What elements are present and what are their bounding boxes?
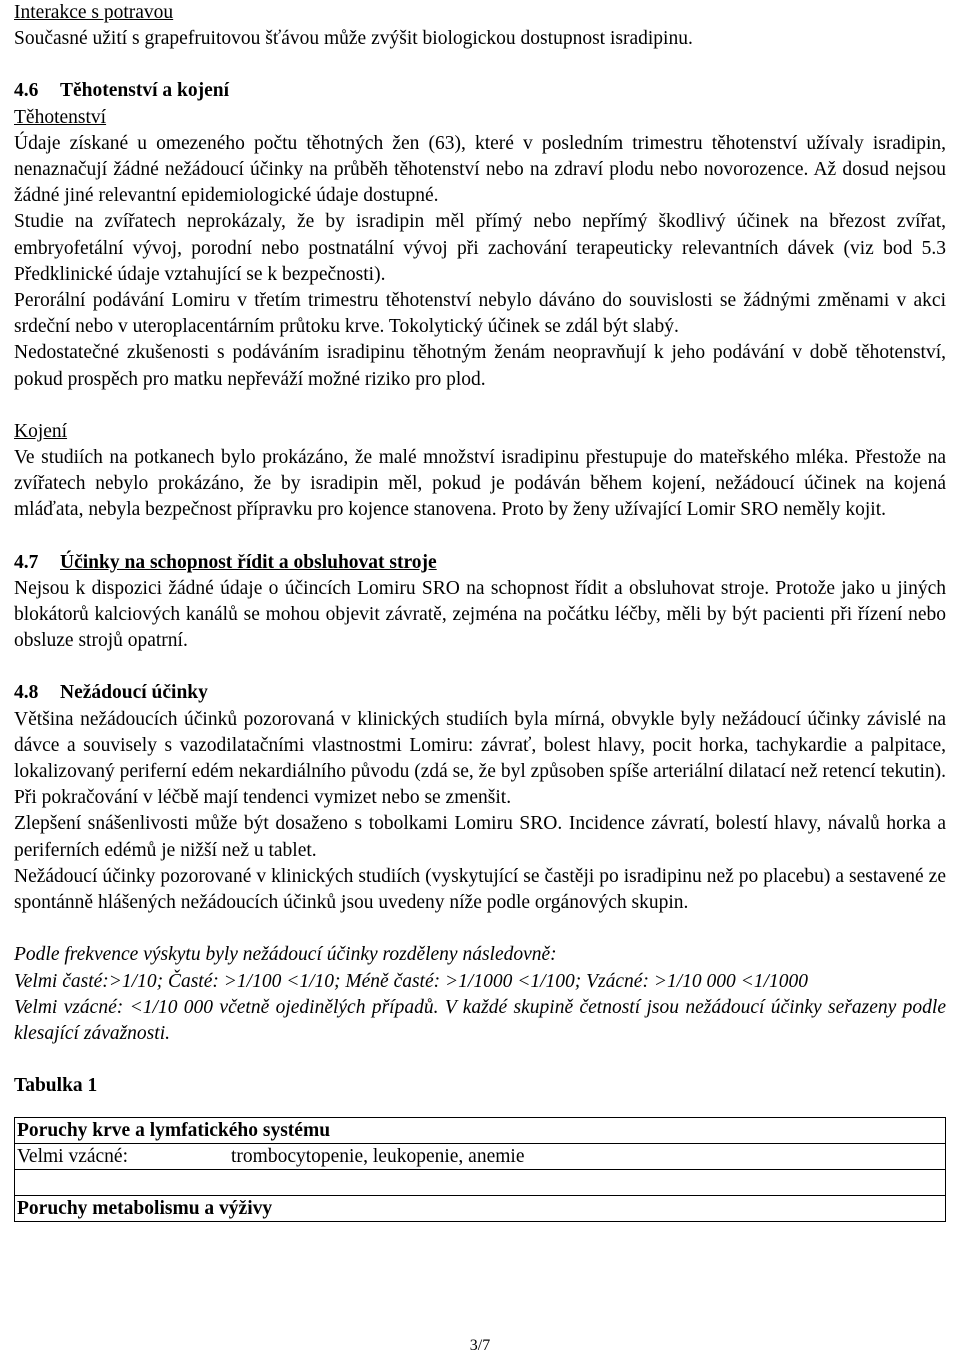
table-row: [15, 1170, 946, 1196]
pregnancy-paragraph-3: Perorální podávání Lomiru v třetím trimestru těhotenství nebylo dáváno do souvislosti se žádnými změnami v akci srdeční nebo v uteroplacentárním průtoku krve. Tokolytický účinek se zdál být slabý.: [14, 290, 946, 338]
frequency-definitions: Velmi časté:>1/10; Časté: >1/100 <1/10; Méně časté: >1/1000 <1/100; Vzácné: >1/10 000 <1/1000: [14, 970, 808, 992]
food-interaction-text: Současné užití s grapefruitovou šťávou může zvýšit biologickou dostupnost isradipinu.: [14, 28, 693, 50]
lactation-paragraph: Ve studiích na potkanech bylo prokázáno, že malé množství isradipinu přestupuje do mateřského mléka. Přestože na zvířatech nebylo prokázáno, že by isradipin měl, pokud je podáván během kojení, nežádoucí účinek na kojená mláďata, nebyla bezpečnost přípravku pro kojence stanovena. Proto by ženy užívající Lomir SRO neměly kojit.: [14, 447, 946, 521]
table-row: [15, 1196, 946, 1222]
lactation-subheading: Kojení: [14, 420, 68, 442]
effects-value: trombocytopenie, leukopenie, anemie: [231, 1146, 525, 1168]
section-4-8-heading: 4.8 Nežádoucí účinky: [14, 682, 208, 704]
pregnancy-paragraph-2: Studie na zvířatech neprokázaly, že by isradipin měl přímý nebo nepřímý škodlivý účinek na březost zvířat, embryofetální vývoj, porodní nebo postnatální vývoj při zachování terapeuticky relevantních dávek (viz bod 5.3 Předklinické údaje vztahující se k bezpečnosti).: [14, 211, 946, 285]
pregnancy-subheading: Těhotenství: [14, 106, 107, 128]
section-4-7-heading: 4.7 Účinky na schopnost řídit a obsluhovat stroje: [14, 551, 437, 573]
table-group-heading: Poruchy krve a lymfatického systému: [15, 1118, 946, 1144]
adverse-paragraph-2: Zlepšení snášenlivosti může být dosaženo s tobolkami Lomiru SRO. Incidence závratí, bolestí hlavy, návalů horka a periferních edémů je nižší než u tablet.: [14, 813, 946, 861]
frequency-note: Velmi vzácné: <1/10 000 včetně ojedinělých případů. V každé skupině četností jsou nežádoucí účinky seřazeny podle klesající závažnosti.: [14, 996, 946, 1044]
frequency-intro: Podle frekvence výskytu byly nežádoucí účinky rozděleny následovně:: [14, 944, 557, 966]
pregnancy-paragraph-4: Nedostatečné zkušenosti s podáváním isradipinu těhotným ženám neopravňují k jeho podávání v době těhotenství, pokud prospěch pro matku nepřeváží možné riziko pro plod.: [14, 342, 946, 390]
table-empty-cell: [15, 1170, 946, 1196]
table-cell: [15, 1144, 946, 1170]
pregnancy-paragraph-1: Údaje získané u omezeného počtu těhotných žen (63), které v posledním trimestru těhotenství užívaly isradipin, nenaznačují žádné nežádoucí účinky na průběh těhotenství nebo na zdraví plodu nebo novorozence. Až dosud nejsou žádné jiné relevantní epidemiologické údaje dostupné.: [14, 132, 946, 207]
table-row: [15, 1118, 946, 1144]
table-caption: Tabulka 1: [14, 1075, 98, 1097]
table-group-heading: Poruchy metabolismu a výživy: [15, 1196, 946, 1222]
page-number: 3/7: [469, 1337, 491, 1354]
food-interaction-heading: Interakce s potravou: [14, 2, 174, 23]
table-row: [15, 1144, 946, 1170]
document-page: [14, 0, 946, 1222]
adverse-effects-table: [14, 1117, 946, 1222]
section-4-6-heading: 4.6 Těhotenství a kojení: [14, 80, 230, 102]
driving-paragraph: Nejsou k dispozici žádné údaje o účincích Lomiru SRO na schopnost řídit a obsluhovat stroje. Protože jako u jiných blokátorů kalciových kanálů se mohou objevit závratě, zejména na počátku léčby, měli by být pacienti při řízení nebo obsluze strojů opatrní.: [14, 577, 946, 652]
adverse-paragraph-3: Nežádoucí účinky pozorované v klinických studiích (vyskytující se častěji po isradipinu než po placebu) a sestavené ze spontánně hlášených nežádoucích účinků jsou uvedeny níže podle orgánových skupin.: [14, 865, 946, 914]
adverse-paragraph-1: Většina nežádoucích účinků pozorovaná v klinických studiích byla mírná, obvykle byly nežádoucí účinky závislé na dávce a souvisely s vazodilatačními vlastnostmi Lomiru: závrať, bolest hlavy, pocit horka, tachykardie a palpitace, lokalizovaný periferní edém nekardiálního původu (zdá se, že byl způsoben spíše arteriální dilatací než retencí tekutin). Při pokračování v léčbě mají tendenci vymizet nebo se zmenšit.: [14, 708, 946, 809]
frequency-label: Velmi vzácné:: [17, 1146, 128, 1168]
